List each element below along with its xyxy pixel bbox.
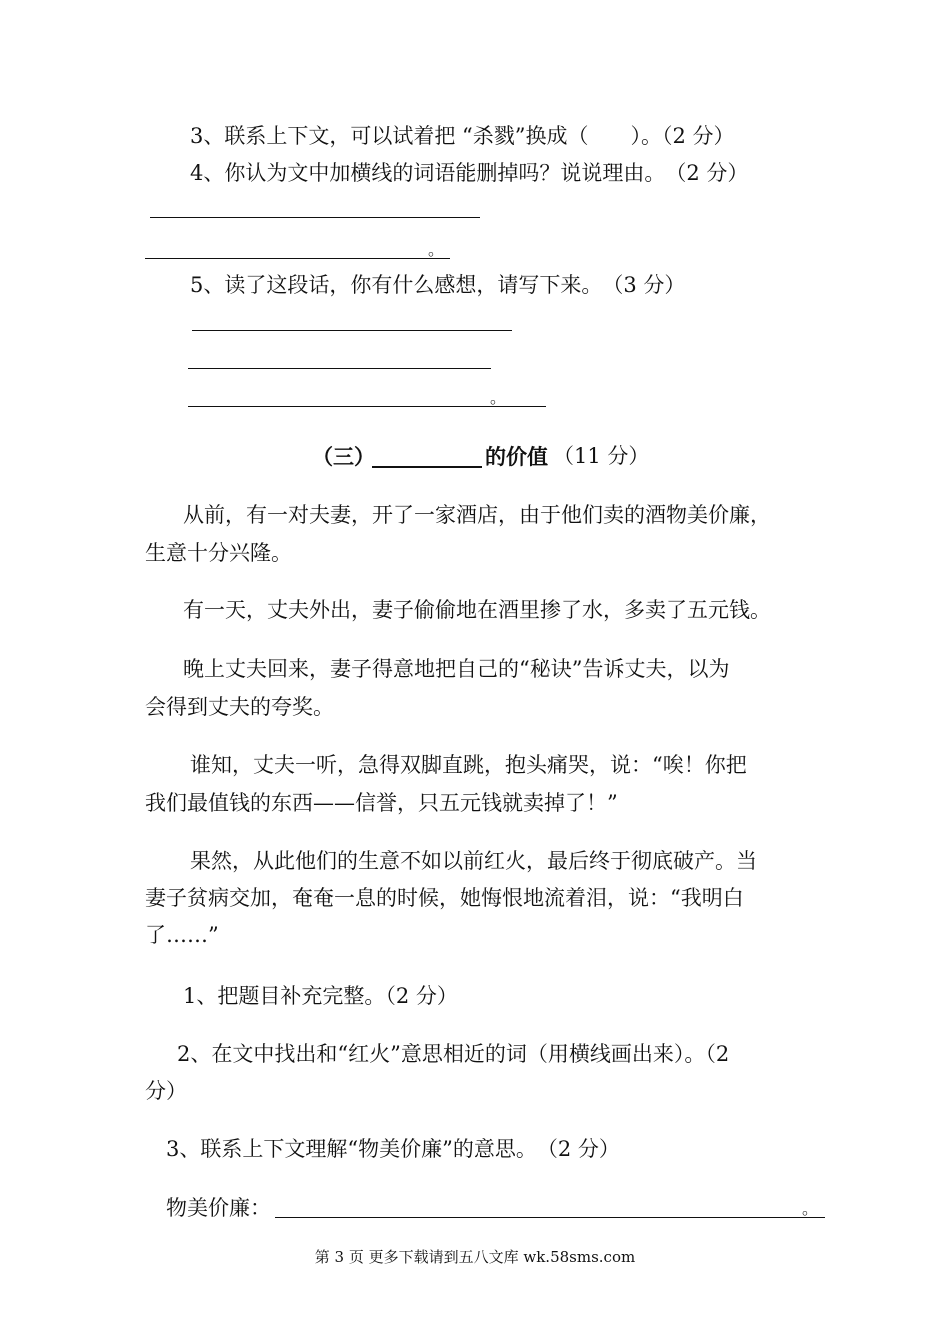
period-mark: 。 xyxy=(490,388,507,407)
paragraph-4-line-1: 谁知，丈夫一听，急得双脚直跳，抱头痛哭，说：“唉！你把 xyxy=(190,753,747,777)
period-mark: 。 xyxy=(802,1199,819,1218)
page-footer: 第 3 页 更多下载请到五八文库 wk.58sms.com xyxy=(314,1248,636,1266)
paragraph-5-line-1: 果然，从此他们的生意不如以前红火，最后终于彻底破产。当 xyxy=(190,849,757,873)
answer-line xyxy=(150,217,480,218)
period-mark: 。 xyxy=(428,240,445,259)
section-title-prefix: （三） xyxy=(312,444,375,469)
s3-answer-label: 物美价廉： xyxy=(166,1196,271,1220)
paragraph-3-line-1: 晚上丈夫回来，妻子得意地把自己的“秘诀”告诉丈夫，以为 xyxy=(183,657,730,681)
answer-line xyxy=(188,368,491,369)
question-5: 5、读了这段话，你有什么感想，请写下来。 （3 分） xyxy=(190,273,686,297)
s3-question-2-line-2: 分） xyxy=(145,1079,187,1103)
paragraph-3-line-2: 会得到丈夫的夸奖。 xyxy=(145,695,334,719)
answer-line xyxy=(145,258,450,259)
title-blank xyxy=(372,466,482,468)
paragraph-1-line-2: 生意十分兴隆。 xyxy=(145,541,292,565)
section-title-score: （11 分） xyxy=(553,444,650,468)
s3-question-2-line-1: 2、在文中找出和“红火”意思相近的词（用横线画出来）。（2 xyxy=(177,1042,730,1066)
paragraph-1-line-1: 从前，有一对夫妻，开了一家酒店，由于他们卖的酒物美价廉， xyxy=(183,503,771,527)
paragraph-4-line-2: 我们最值钱的东西——信誉，只五元钱就卖掉了！” xyxy=(145,791,618,815)
question-3: 3、联系上下文，可以试着把 “杀戮”换成（ ）。（2 分） xyxy=(190,124,735,148)
paragraph-5-line-2: 妻子贫病交加，奄奄一息的时候，她悔恨地流着泪，说：“我明白 xyxy=(145,886,744,910)
s3-question-3: 3、联系上下文理解“物美价廉”的意思。 （2 分） xyxy=(166,1137,620,1161)
question-4: 4、你认为文中加横线的词语能删掉吗？说说理由。 （2 分） xyxy=(190,161,749,185)
paragraph-5-line-3: 了……” xyxy=(145,923,219,947)
section-title-suffix: 的价值 xyxy=(485,444,548,469)
answer-line xyxy=(192,330,512,331)
paragraph-2: 有一天，丈夫外出，妻子偷偷地在酒里掺了水，多卖了五元钱。 xyxy=(183,598,771,622)
answer-line xyxy=(275,1217,825,1218)
s3-question-1: 1、把题目补充完整。（2 分） xyxy=(183,984,458,1008)
